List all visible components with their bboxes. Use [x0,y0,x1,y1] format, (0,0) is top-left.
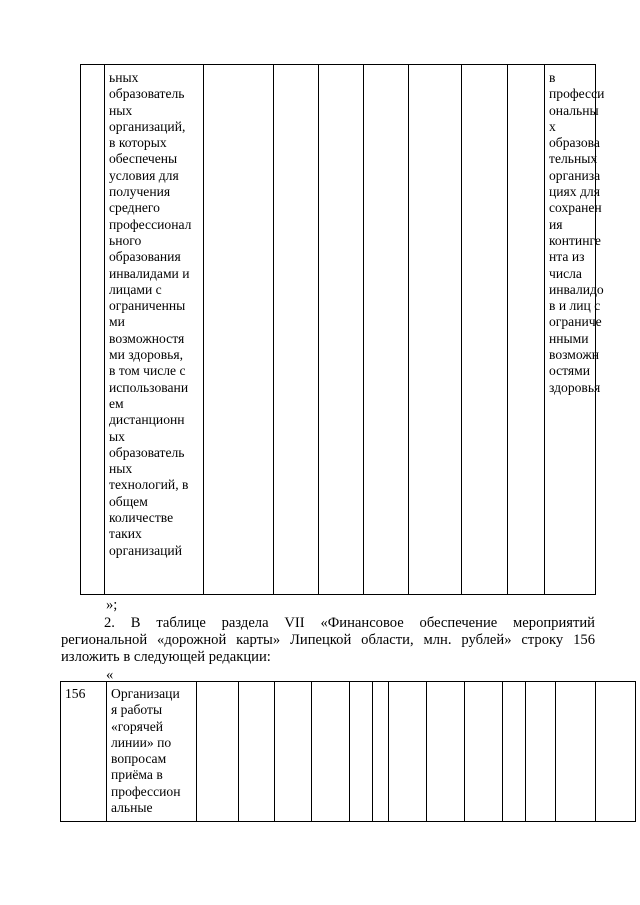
table-cell [427,682,465,822]
closing-quote: »; [106,597,118,613]
result-text: в професси ональны х образова тельных организа циях для сохранен ия континге нта из числа инвалидо в и лиц с ограниче нными возможн остями здоровья [549,70,605,395]
table-row [61,682,636,822]
table-cell [319,65,364,595]
table-cell-description [107,682,197,822]
table-cell-result [545,65,605,595]
table-cell [197,682,239,822]
table-cell [312,682,350,822]
row-description: Организаци я работы «горячей линии» по вопросам приёма в профессион альные [111,686,181,816]
table-cell [508,65,545,595]
table-cell [409,65,462,595]
table-cell-number [61,682,107,822]
table-cell-number [81,65,105,595]
indicator-text: ьных образователь ных организаций, в которых обеспечены условия для получения среднего профессионал ьного образования инвалидами и лицами с ограниченны ми возможностя ми здоровья, в том числе с использовани ем дистанционн ых образователь ных технологий, в общем количестве таких организаций [109,70,192,558]
table-cell [503,682,526,822]
table-cell [556,682,596,822]
row-number: 156 [65,686,86,701]
table-cell [465,682,503,822]
paragraph-line: региональной «дорожной карты» Липецкой области, млн. рублей» строку 156 [61,632,595,648]
table-cell [389,682,427,822]
paragraph-line: 2. В таблице раздела VII «Финансовое обеспечение мероприятий [104,615,595,631]
paragraph-line: изложить в следующей редакции: [61,649,271,665]
table-cell [364,65,409,595]
table-cell [204,65,274,595]
table-cell [526,682,556,822]
table-section-continuation [80,64,605,595]
table-cell [462,65,508,595]
table-cell [373,682,389,822]
table-row [81,65,596,595]
table-cell [596,682,636,822]
table-cell [274,65,319,595]
opening-quote: « [106,667,114,683]
table-cell [275,682,312,822]
table-cell [350,682,373,822]
table-row-156 [60,681,636,822]
table-cell-description [105,65,204,595]
table-cell [239,682,275,822]
